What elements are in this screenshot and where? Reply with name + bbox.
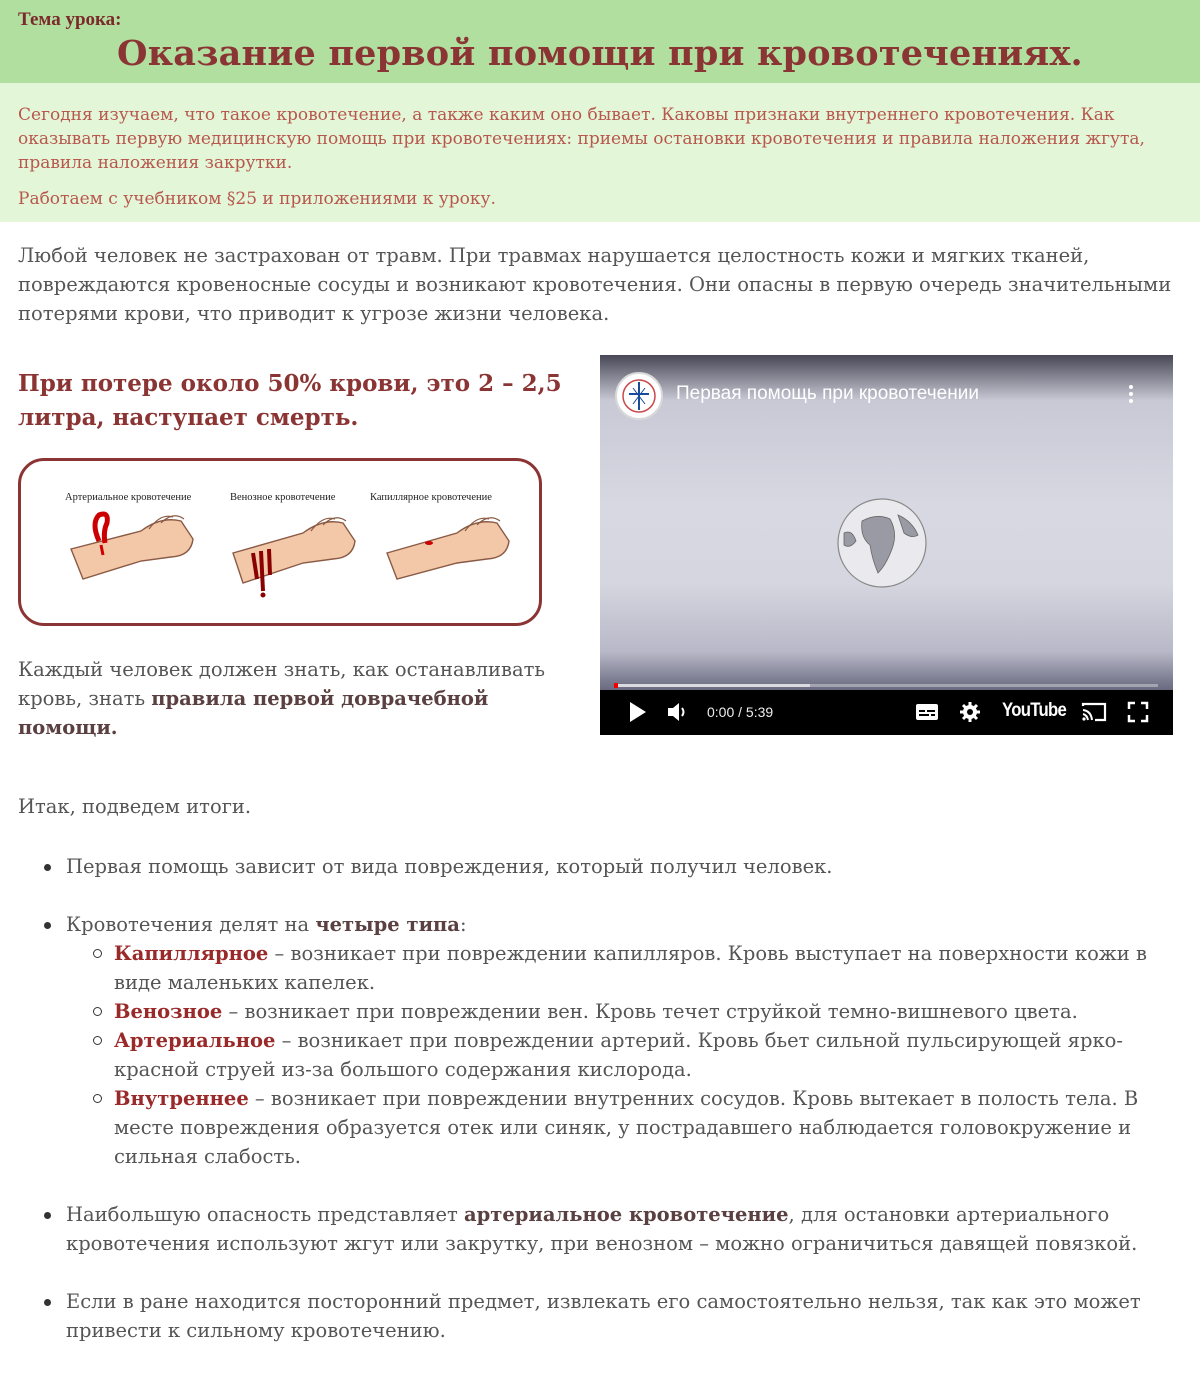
sublist-item-capillary xyxy=(114,939,1176,997)
page-title: Оказание первой помощи при кровотечениях. xyxy=(117,33,1083,74)
summary-list xyxy=(0,852,1176,1374)
list-item-text: Если в ране находится посторонний предмет, извлекать его самостоятельно нельзя, так как это может привести к сильному кровотечению. xyxy=(66,1290,1141,1342)
first-aid-paragraph xyxy=(18,655,588,742)
sublist-item-internal xyxy=(114,1084,1176,1171)
summary-intro: Итак, подведем итоги. xyxy=(18,795,252,818)
intro-text: Сегодня изучаем, что такое кровотечение, а также каким оно бывает. Каковы признаки внутреннего кровотечения. Как оказывать первую медицинскую помощь при кровотечениях: приемы остановки кровотечения и правила наложения жгута, правила наложения закрутки. xyxy=(18,105,1145,173)
list-item-text: Кровотечения делят на xyxy=(66,913,316,936)
arterial-hand-image xyxy=(71,514,193,579)
play-icon[interactable] xyxy=(626,700,650,724)
venous-hand-image xyxy=(233,518,355,598)
lesson-intro xyxy=(0,83,1200,222)
subtitles-icon[interactable] xyxy=(914,700,940,724)
first-aid-text: Каждый человек должен знать, как останавливать кровь, знать xyxy=(18,658,545,710)
bleeding-types-diagram xyxy=(18,458,542,626)
textbook-note: Работаем с учебником §25 и приложениями к уроку. xyxy=(18,189,496,209)
youtube-logo[interactable]: YouTube xyxy=(1002,700,1067,721)
intro-paragraph: Любой человек не застрахован от травм. При травмах нарушается целостность кожи и мягких тканей, повреждаются кровеносные сосуды и возникают кровотечения. Они опасны в первую очередь значительными потерями крови, что приводит к угрозе жизни человека. xyxy=(18,244,1172,325)
list-item-text: : xyxy=(459,913,467,936)
progress-handle[interactable] xyxy=(614,683,618,688)
sublist-item-arterial xyxy=(114,1026,1176,1084)
list-item-text: Наибольшую опасность представляет xyxy=(66,1203,464,1226)
type-description: – возникает при повреждении капилляров. Кровь выступает на поверхности кожи в виде маленьких капелек. xyxy=(114,942,1147,994)
first-aid-rules-bold: правила первой доврачебной помощи. xyxy=(18,687,489,739)
list-item xyxy=(66,852,1176,881)
volume-icon[interactable] xyxy=(665,700,689,724)
type-name: Внутреннее xyxy=(114,1087,249,1110)
cast-icon[interactable] xyxy=(1080,700,1108,724)
type-description: – возникает при повреждении внутренних сосудов. Кровь вытекает в полость тела. В месте повреждения образуется отек или синяк, у пострадавшего наблюдается головокружение и сильная слабость. xyxy=(114,1087,1139,1168)
video-time: 0:00 / 5:39 xyxy=(707,704,774,720)
more-options-icon[interactable] xyxy=(1129,385,1133,405)
type-name: Капиллярное xyxy=(114,942,269,965)
video-buffer-bar xyxy=(615,684,810,687)
diagram-label-venous: Венозное кровотечение xyxy=(230,492,336,503)
type-description: – возникает при повреждении вен. Кровь течет струйкой темно-вишневого цвета. xyxy=(222,1000,1078,1023)
list-item xyxy=(66,1287,1176,1345)
type-name: Венозное xyxy=(114,1000,223,1023)
type-description: – возникает при повреждении артерий. Кровь бьет сильной пульсирующей ярко-красной струей из-за большого содержания кислорода. xyxy=(114,1029,1123,1081)
settings-gear-icon[interactable] xyxy=(957,700,983,724)
list-item xyxy=(66,910,1176,1171)
channel-avatar[interactable] xyxy=(615,372,663,420)
video-title[interactable]: Первая помощь при кровотечении xyxy=(676,383,979,404)
globe-thumbnail xyxy=(832,493,932,593)
list-item-text: , для остановки артериального кровотечения используют жгут или закрутку, при венозном – можно ограничиться давящей повязкой. xyxy=(66,1203,1138,1255)
hands-illustration xyxy=(21,461,539,623)
caduceus-logo-icon xyxy=(617,374,661,418)
list-item xyxy=(66,1200,1176,1258)
diagram-label-arterial: Артериальное кровотечение xyxy=(65,492,192,503)
diagram-label-capillary: Капиллярное кровотечение xyxy=(370,492,492,503)
lesson-header xyxy=(0,0,1200,83)
bleeding-types-list xyxy=(66,939,1176,1171)
arterial-danger-bold: артериальное кровотечение xyxy=(464,1203,789,1226)
capillary-hand-image xyxy=(387,518,509,579)
list-item-text: Первая помощь зависит от вида повреждения, который получил человек. xyxy=(66,855,833,878)
blood-loss-callout: При потере около 50% крови, это 2 – 2,5 литра, наступает смерть. xyxy=(18,370,562,431)
four-types-bold: четыре типа xyxy=(315,913,460,936)
video-progress-bar[interactable] xyxy=(615,684,1158,687)
type-name: Артериальное xyxy=(114,1029,276,1052)
sublist-item-venous xyxy=(114,997,1176,1026)
video-player[interactable] xyxy=(600,355,1173,735)
fullscreen-icon[interactable] xyxy=(1126,700,1150,724)
video-controls-bar xyxy=(600,690,1173,735)
topic-label: Тема урока: xyxy=(18,9,122,30)
